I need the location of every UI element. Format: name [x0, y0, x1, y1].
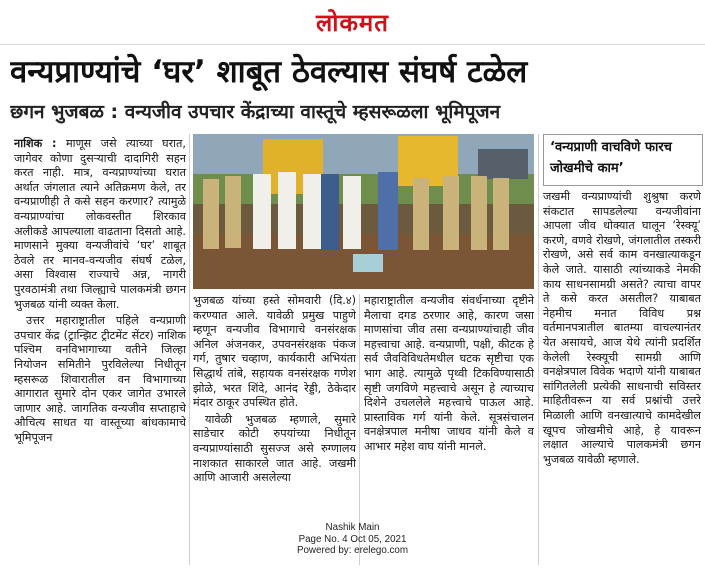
paragraph: जखमी वन्यप्राण्यांची शुश्रुषा करणे संकटात सापडलेल्या वन्यजीवांना आपला जीव धोक्यात घालून ‘रेस्क्यू’ करणे, वणवे रोखणे, जंगलातील तस्करी रोखणे, असे सर्व काम वनखात्याकडून केले जाते. यासाठी त्यांच्याकडे नेमकी काय साधनसामग्री असते? त्याचा वापर ते कसे करत असतील? याबाबत नेहमीच मनात विविध प्रश्न वर्तमानपत्रातील बातम्या वाचल्यानंतर येत असायचे, आज येथे त्यांनी प्रदर्शित केलेली रेस्क्यूची सामग्री आणि वनक्षेत्रपाल विवेक भदाणे यांनी याबाबत सांगितलेली प्रत्येकी साधनाची सविस्तर माहितीवरून या सर्व प्रश्नांची उत्तरे मिळाली आणि वनखात्याचे कामदेखील खूपच जोखमीचे आहे, हे यावरून लक्षात आल्याचे पालकमंत्री छगन भुजबळ यावेळी म्हणाले.	[543, 190, 701, 466]
sidebar-title: ‘वन्यप्राणी वाचविणे फारच जोखमीचे काम’	[550, 140, 672, 176]
page-footer	[0, 522, 705, 557]
sidebar-title-box	[543, 134, 703, 186]
newspaper-logo: लोकमत	[316, 9, 389, 37]
event-photo	[193, 134, 534, 289]
column-divider	[189, 134, 190, 565]
paragraph: महाराष्ट्रातील वन्यजीव संवर्धनाच्या दृष्टीने मैलाचा दगड ठरणार आहे, कारण जसा माणसांचा जीव तसा वन्यप्राण्यांचाही जीव महत्त्वाचा आहे. वन्यप्राणी, पक्षी, कीटक हे सर्व जैवविविधतेमधील घटक सृष्टीचा एक भाग आहे. त्यामुळे पृथ्वी टिकविण्यासाठी सृष्टी जगविणे महत्त्वाचे असून हे त्याच्याच दिशेने उचललेले महत्त्वाचे पाऊल आहे. प्रास्ताविक गर्ग यांनी केले. सूत्रसंचालन वनक्षेत्रपाल मनीषा जाधव यांनी केले व आभार महेश वाघ यांनी मानले.	[364, 294, 534, 453]
masthead-logo	[0, 6, 705, 40]
edition-label: Nashik Main	[325, 522, 380, 533]
powered-by: Powered by: erelego.com	[296, 545, 409, 557]
dateline: नाशिक :	[14, 137, 57, 150]
masthead-divider	[0, 44, 705, 45]
article-headline: वन्यप्राण्यांचे ‘घर’ शाबूत ठेवल्यास संघर्ष टळेल	[10, 54, 528, 90]
sidebar-column	[543, 190, 701, 565]
article-column-1	[14, 137, 186, 565]
paragraph: भुजबळ यांच्या हस्ते सोमवारी (दि.४) करण्यात आले. यावेळी प्रमुख पाहुणे म्हणून वन्यजीव विभागाचे वनसंरक्षक अनिल अंजनकर, उपवनसंरक्षक पंकज गर्ग, तुषार चव्हाण, कार्यकारी अभियंता सिद्धार्थ तांबे, सहायक वनसंरक्षक गणेश झोळे, भरत शिंदे, आनंद रेड्डी, ठेकेदार मंदार ठाकूर उपस्थित होते.	[193, 294, 356, 410]
paragraph	[14, 137, 186, 312]
page-info: Page No. 4 Oct 05, 2021	[298, 533, 407, 545]
column-divider	[538, 134, 539, 565]
article-subheadline: छगन भुजबळ : वन्यजीव उपचार केंद्राच्या वास्तूचे म्हसरूळला भूमिपूजन	[10, 101, 501, 123]
paragraph: यावेळी भुजबळ म्हणाले, सुमारे साडेचार कोटी रुपयांच्या निधीतून वन्यप्राण्यांसाठी सुसज्ज असे रुग्णालय नाशकात साकारले जात आहे. जखमी आणि आजारी असलेल्या	[193, 412, 356, 485]
photo-illustration	[193, 134, 534, 289]
paragraph-text: माणूस जसे त्याच्या घरात, जागेवर कोणा दुसऱ्याची दादागिरी सहन करत नाही. मात्र, वन्यप्राण्यांच्या घरात अर्थात जंगलात त्याने अतिक्रमण केले, तर वन्यप्राणीही ते कसे सहन करणार? त्यामुळे वन्यप्राण्यांचा लोकवस्तीत शिरकाव अलीकडे आपल्याला वाढताना दिसतो आहे. माणसाने मुक्या वन्यजीवांचे ‘घर’ शाबूत ठेवले तर मानव-वन्यजीव संघर्ष टळेल, असा विश्वास राज्याचे अन्न, नागरी पुरवठामंत्री तथा जिल्ह्याचे पालकमंत्री छगन भुजबळ यांनी व्यक्त केला.	[14, 137, 186, 311]
paragraph: उत्तर महाराष्ट्रातील पहिले वन्यप्राणी उपचार केंद्र (ट्रान्झिट ट्रीटमेंट सेंटर) नाशिक पश्चिम वनविभागाच्या वतीने जिल्हा नियोजन समितीने पुरविलेल्या निधीतून म्हसरूळ शिवारातील वन विभागाच्या आगारात सुमारे दोन एकर जागेत उभारले जाणार आहे. जागतिक वन्यजीव सप्ताहाचे औचित्य साधत या वास्तूच्या बांधकामाचे भूमिपूजन	[14, 314, 186, 444]
